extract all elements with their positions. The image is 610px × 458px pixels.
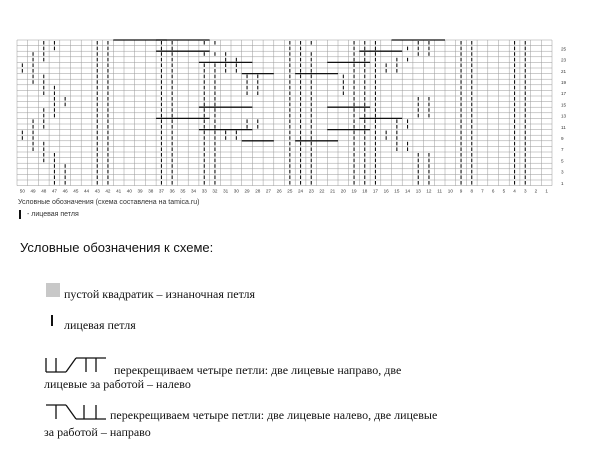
column-number-label: 32 [212,188,218,194]
column-number-label: 35 [180,188,186,194]
left-cross-cable-icon [44,404,110,420]
column-number-label: 43 [94,188,100,194]
row-number-label: 9 [561,136,564,141]
knit-symbol-icon [51,315,53,326]
column-number-label: 3 [523,188,527,194]
column-number-label: 29 [244,188,250,194]
cable-left-line1: перекрещиваем четыре петли: две лицевые налево, две лицевые [110,408,438,422]
column-number-label: 24 [297,188,304,194]
small-legend-label: - лицевая петля [27,211,79,218]
column-number-label: 21 [330,188,336,194]
column-number-label: 8 [470,188,474,194]
column-number-label: 50 [19,188,25,194]
cable-right-line2: лицевые за работой – налево [44,377,191,391]
row-number-label: 1 [561,180,564,186]
column-number-label: 14 [404,188,411,194]
purl-legend-label: пустой квадратик – изнаночная петля [64,287,256,301]
column-number-label: 5 [502,188,506,194]
column-number-label: 1 [545,188,548,194]
column-number-label: 48 [41,188,47,194]
column-number-label: 30 [233,188,239,194]
column-number-label: 36 [169,188,175,194]
column-number-label: 42 [105,188,111,194]
small-knit-symbol [19,210,21,219]
column-number-label: 39 [137,188,143,194]
column-number-label: 6 [491,188,495,194]
column-number-label: 34 [190,188,197,194]
column-number-label: 17 [372,188,379,194]
column-number-label: 19 [351,188,357,194]
column-number-label: 33 [201,188,207,194]
column-number-label: 23 [308,188,314,194]
column-number-label: 47 [51,188,58,194]
row-number-label: 5 [561,158,564,164]
column-number-label: 40 [126,188,132,194]
legend-title: Условные обозначения к схеме: [20,240,214,255]
row-number-label: 7 [561,147,564,153]
column-number-label: 22 [319,188,325,194]
column-number-label: 10 [447,188,453,194]
column-number-label: 49 [30,188,36,194]
column-number-label: 38 [148,188,154,194]
column-number-label: 2 [534,188,538,194]
row-number-label: 13 [561,113,567,119]
cable-right-line1: перекрещиваем четыре петли: две лицевые направо, две [114,363,402,377]
column-number-label: 41 [116,188,122,194]
column-number-label: 28 [255,188,261,194]
row-number-label: 17 [561,91,567,97]
row-number-label: 19 [561,80,567,85]
purl-swatch-icon [46,283,60,297]
column-number-label: 45 [73,188,79,194]
cable-left-line2: за работой – направо [44,425,151,439]
column-number-label: 16 [383,188,389,194]
column-number-label: 20 [340,188,346,194]
row-number-label: 3 [561,169,564,175]
column-number-label: 15 [394,188,400,194]
column-number-label: 26 [276,188,282,194]
column-number-label: 13 [415,188,421,194]
right-cross-cable-icon [44,357,110,373]
column-number-label: 31 [223,188,229,194]
column-number-label: 12 [426,188,432,194]
column-number-label: 4 [513,188,516,194]
column-number-label: 44 [83,188,90,194]
row-number-label: 11 [561,124,566,130]
column-number-label: 37 [158,188,165,194]
row-number-label: 23 [561,57,567,63]
row-number-label: 25 [561,46,567,52]
column-number-label: 9 [459,188,463,194]
column-number-label: 27 [265,188,272,194]
column-number-label: 7 [481,188,484,194]
column-number-label: 46 [62,188,68,194]
knitting-chart [0,0,610,200]
row-number-label: 15 [561,102,567,108]
column-number-label: 18 [362,188,368,194]
chart-caption: Условные обозначения (схема составлена на tamica.ru) [18,199,200,206]
column-number-label: 11 [437,188,443,194]
knit-legend-label: лицевая петля [64,318,136,332]
column-number-label: 25 [287,188,293,194]
row-number-label: 21 [561,68,567,74]
